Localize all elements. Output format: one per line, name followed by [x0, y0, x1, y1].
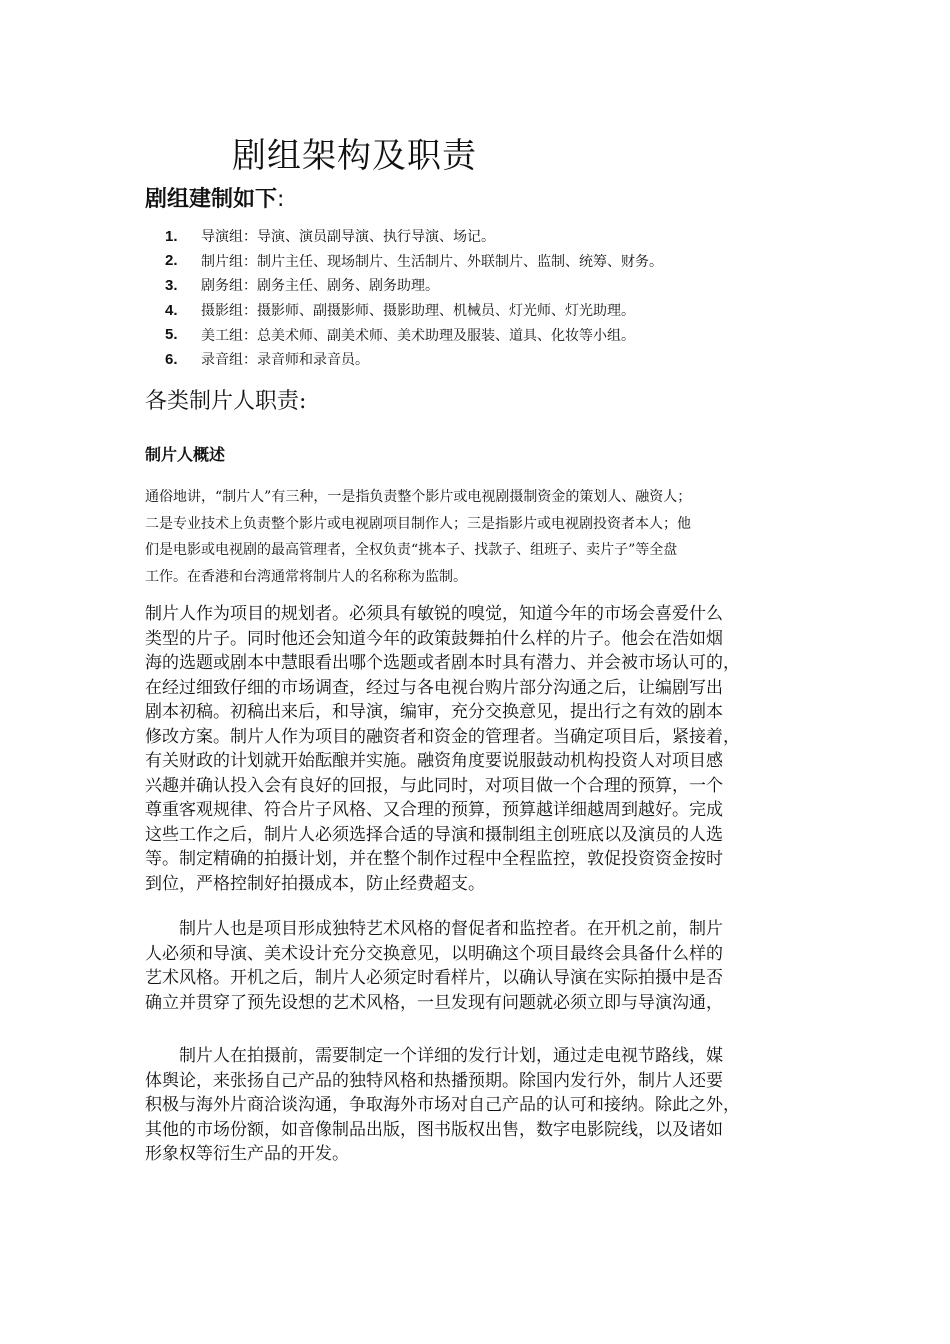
crew-group-list [165, 224, 663, 372]
list-item-text: 导演组：导演、演员副导演、执行导演、场记。 [201, 229, 495, 246]
crew-setup-heading-text: 剧组建制如下 [145, 187, 278, 212]
text-line: 修改方案。制片人作为项目的融资者和资金的管理者。当确定项目后，紧接着， [145, 726, 740, 747]
text-line: 制片人作为项目的规划者。必须具有敏锐的嗅觉，知道今年的市场会喜爱什么 [145, 604, 723, 624]
producer-overview-heading: 制片人概述 [145, 445, 226, 464]
list-item [165, 347, 663, 372]
text-line: 尊重客观规律、符合片子风格、又合理的预算，预算越详细越周到越好。完成 [145, 800, 723, 820]
crew-setup-heading [145, 182, 284, 213]
list-item-number: 5. [165, 326, 178, 344]
text-line: 制片人在拍摄前，需要制定一个详细的发行计划，通过走电视节路线，媒 [145, 1046, 723, 1066]
page-title: 剧组架构及职责 [232, 136, 477, 176]
list-item-number: 6. [165, 350, 178, 368]
text-line: 这些工作之后，制片人必须选择合适的导演和摄制组主创班底以及演员的人选 [145, 824, 723, 845]
text-line: 体舆论，来张扬自己产品的独特风格和热播预期。除国内发行外，制片人还要 [145, 1070, 723, 1091]
text-line: 海的选题或剧本中慧眼看出哪个选题或者剧本时具有潜力、并会被市场认可的， [145, 653, 740, 673]
list-item-number: 1. [165, 227, 178, 245]
list-item-text: 剧务组：剧务主任、剧务、剧务助理。 [201, 278, 439, 295]
crew-setup-heading-colon: : [277, 187, 285, 212]
list-item-text: 摄影组：摄影师、副摄影师、摄影助理、机械员、灯光师、灯光助理。 [201, 303, 635, 320]
text-line: 类型的片子。同时他还会知道今年的政策鼓舞拍什么样的片子。他会在浩如烟 [145, 628, 723, 649]
text-line: 等。制定精确的拍摄计划，并在整个制作过程中全程监控，敦促投资资金按时 [145, 849, 723, 869]
text-line: 在经过细致仔细的市场调查，经过与各电视台购片部分沟通之后，让编剧写出 [145, 677, 723, 698]
list-item [165, 273, 663, 298]
text-line: 有关财政的计划就开始酝酿并实施。融资角度要说服鼓动机构投资人对项目感 [145, 751, 723, 771]
text-line: 形象权等衍生产品的开发。 [145, 1144, 349, 1164]
text-line: 们是电影或电视剧的最高管理者，全权负责“挑本子、找款子、组班子、卖片子”等全盘 [145, 542, 678, 558]
list-item-number: 4. [165, 301, 178, 319]
text-line: 工作。在香港和台湾通常将制片人的名称称为监制。 [145, 568, 467, 585]
text-line: 通俗地讲，“制片人”有三种，一是指负责整个影片或电视剧摄制资金的策划人、融资人； [145, 489, 692, 505]
list-item [165, 249, 663, 274]
list-item [165, 322, 663, 347]
producer-roles-heading: 各类制片人职责: [145, 389, 307, 414]
text-line: 确立并贯穿了预先设想的艺术风格，一旦发现有问题就必须立即与导演沟通， [145, 992, 723, 1013]
list-item-text: 录音组：录音师和录音员。 [201, 352, 369, 369]
distribution-paragraph [145, 1044, 825, 1167]
list-item-number: 3. [165, 276, 178, 294]
text-line: 艺术风格。开机之后，制片人必须定时看样片，以确认导演在实际拍摄中是否 [145, 968, 723, 988]
art-style-paragraph [145, 917, 825, 1015]
text-line: 兴趣并确认投入会有良好的回报，与此同时，对项目做一个合理的预算，一个 [145, 775, 723, 796]
text-line: 积极与海外片商洽谈沟通，争取海外市场对自己产品的认可和接纳。除此之外， [145, 1095, 740, 1115]
overview-paragraph [145, 484, 825, 590]
text-line: 人必须和导演、美术设计充分交换意见，以明确这个项目最终会具备什么样的 [145, 943, 723, 964]
text-line: 剧本初稿。初稿出来后，和导演，编审，充分交换意见，提出行之有效的剧本 [145, 702, 723, 722]
text-line: 二是专业技术上负责整个影片或电视剧项目制作人；三是指影片或电视剧投资者本人；他 [145, 515, 691, 532]
list-item-number: 2. [165, 252, 178, 270]
text-line: 制片人也是项目形成独特艺术风格的督促者和监控者。在开机之前，制片 [145, 919, 723, 939]
planner-paragraph [145, 602, 825, 896]
list-item-text: 制片组：制片主任、现场制片、生活制片、外联制片、监制、统筹、财务。 [201, 253, 663, 270]
list-item [165, 224, 663, 249]
text-line: 到位，严格控制好拍摄成本，防止经费超支。 [145, 873, 485, 894]
list-item [165, 298, 663, 323]
text-line: 其他的市场份额，如音像制品出版，图书版权出售，数字电影院线，以及诸如 [145, 1119, 723, 1140]
list-item-text: 美工组：总美术师、副美术师、美术助理及服装、道具、化妆等小组。 [201, 327, 635, 344]
